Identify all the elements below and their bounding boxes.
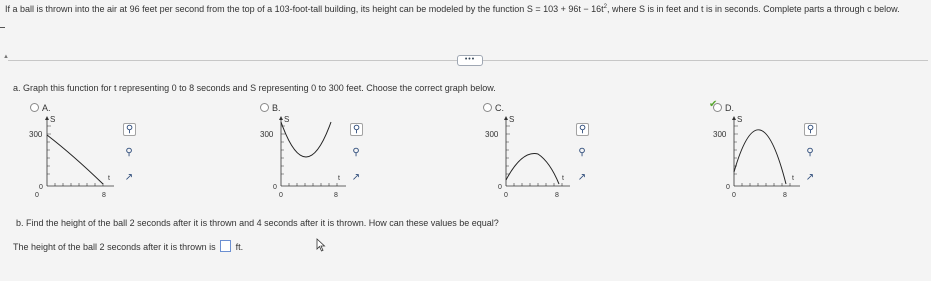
part-b-prompt: b. Find the height of the ball 2 seconds after it is thrown and 4 seconds after it is thrown. How can these values be equal? bbox=[16, 218, 499, 228]
problem-text: If a ball is thrown into the air at 96 feet per second from the top of a 103-foot-tall building, its height can be modeled by the function S = 103 + 96t − 16t bbox=[5, 4, 604, 14]
y-tick-label: 300 bbox=[713, 130, 727, 139]
origin-label: 0 bbox=[39, 184, 43, 191]
x-origin-label: 0 bbox=[35, 192, 39, 199]
answer-prefix: The height of the ball 2 seconds after it is thrown is bbox=[13, 242, 216, 252]
more-button[interactable]: ••• bbox=[457, 55, 483, 66]
axis-s-label: S bbox=[50, 115, 56, 124]
y-tick-label: 300 bbox=[485, 130, 499, 139]
axis-t-label: t bbox=[108, 175, 110, 182]
origin-label: 0 bbox=[273, 184, 277, 191]
y-tick-label: 300 bbox=[260, 130, 274, 139]
expand-icon[interactable]: ↗ bbox=[805, 172, 815, 183]
option-d-label: D. bbox=[725, 103, 734, 113]
problem-statement bbox=[5, 3, 927, 15]
x-origin-label: 0 bbox=[504, 192, 508, 199]
x-origin-label: 0 bbox=[279, 192, 283, 199]
zoom-in-icon[interactable]: ⚲ bbox=[804, 123, 817, 136]
option-b-label: B. bbox=[272, 103, 281, 113]
x-origin-label: 0 bbox=[732, 192, 736, 199]
answer-line bbox=[13, 240, 243, 252]
x-end-label: 8 bbox=[334, 192, 338, 199]
y-tick-label: 300 bbox=[29, 130, 43, 139]
zoom-out-icon[interactable]: ⚲ bbox=[352, 147, 360, 158]
axis-s-label: S bbox=[737, 115, 743, 124]
option-c-label: C. bbox=[495, 103, 504, 113]
exponent: 2 bbox=[603, 4, 607, 10]
expand-icon[interactable]: ↗ bbox=[351, 172, 361, 183]
axis-t-label: t bbox=[338, 175, 340, 182]
origin-label: 0 bbox=[498, 184, 502, 191]
expand-icon[interactable]: ↗ bbox=[124, 172, 134, 183]
answer-input[interactable] bbox=[220, 240, 231, 252]
collapse-caret-icon[interactable]: ▲ bbox=[3, 54, 9, 60]
graph-d bbox=[712, 110, 802, 205]
x-end-label: 8 bbox=[102, 192, 106, 199]
x-end-label: 8 bbox=[555, 192, 559, 199]
graph-b bbox=[258, 110, 348, 205]
mouse-cursor-icon bbox=[316, 238, 326, 252]
graph-c bbox=[482, 110, 572, 205]
axis-s-label: S bbox=[284, 115, 290, 124]
origin-label: 0 bbox=[726, 184, 730, 191]
axis-s-label: S bbox=[509, 115, 515, 124]
x-end-label: 8 bbox=[783, 192, 787, 199]
zoom-out-icon[interactable]: ⚲ bbox=[125, 147, 133, 158]
problem-text-end: , where S is in feet and t is in seconds. Complete parts a through c below. bbox=[606, 4, 900, 14]
axis-t-label: t bbox=[562, 175, 564, 182]
zoom-in-icon[interactable]: ⚲ bbox=[350, 123, 363, 136]
graph-a bbox=[28, 110, 118, 205]
option-a-label: A. bbox=[42, 103, 51, 113]
axis-t-label: t bbox=[792, 175, 794, 182]
expand-icon[interactable]: ↗ bbox=[577, 172, 587, 183]
zoom-out-icon[interactable]: ⚲ bbox=[578, 147, 586, 158]
margin-dash bbox=[0, 27, 5, 28]
checkmark-icon: ✔ bbox=[709, 99, 718, 110]
zoom-in-icon[interactable]: ⚲ bbox=[123, 123, 136, 136]
part-a-prompt: a. Graph this function for t representing 0 to 8 seconds and S representing 0 to 300 feet. Choose the correct graph below. bbox=[13, 83, 496, 93]
answer-unit: ft. bbox=[235, 242, 244, 252]
zoom-out-icon[interactable]: ⚲ bbox=[806, 147, 814, 158]
zoom-in-icon[interactable]: ⚲ bbox=[576, 123, 589, 136]
